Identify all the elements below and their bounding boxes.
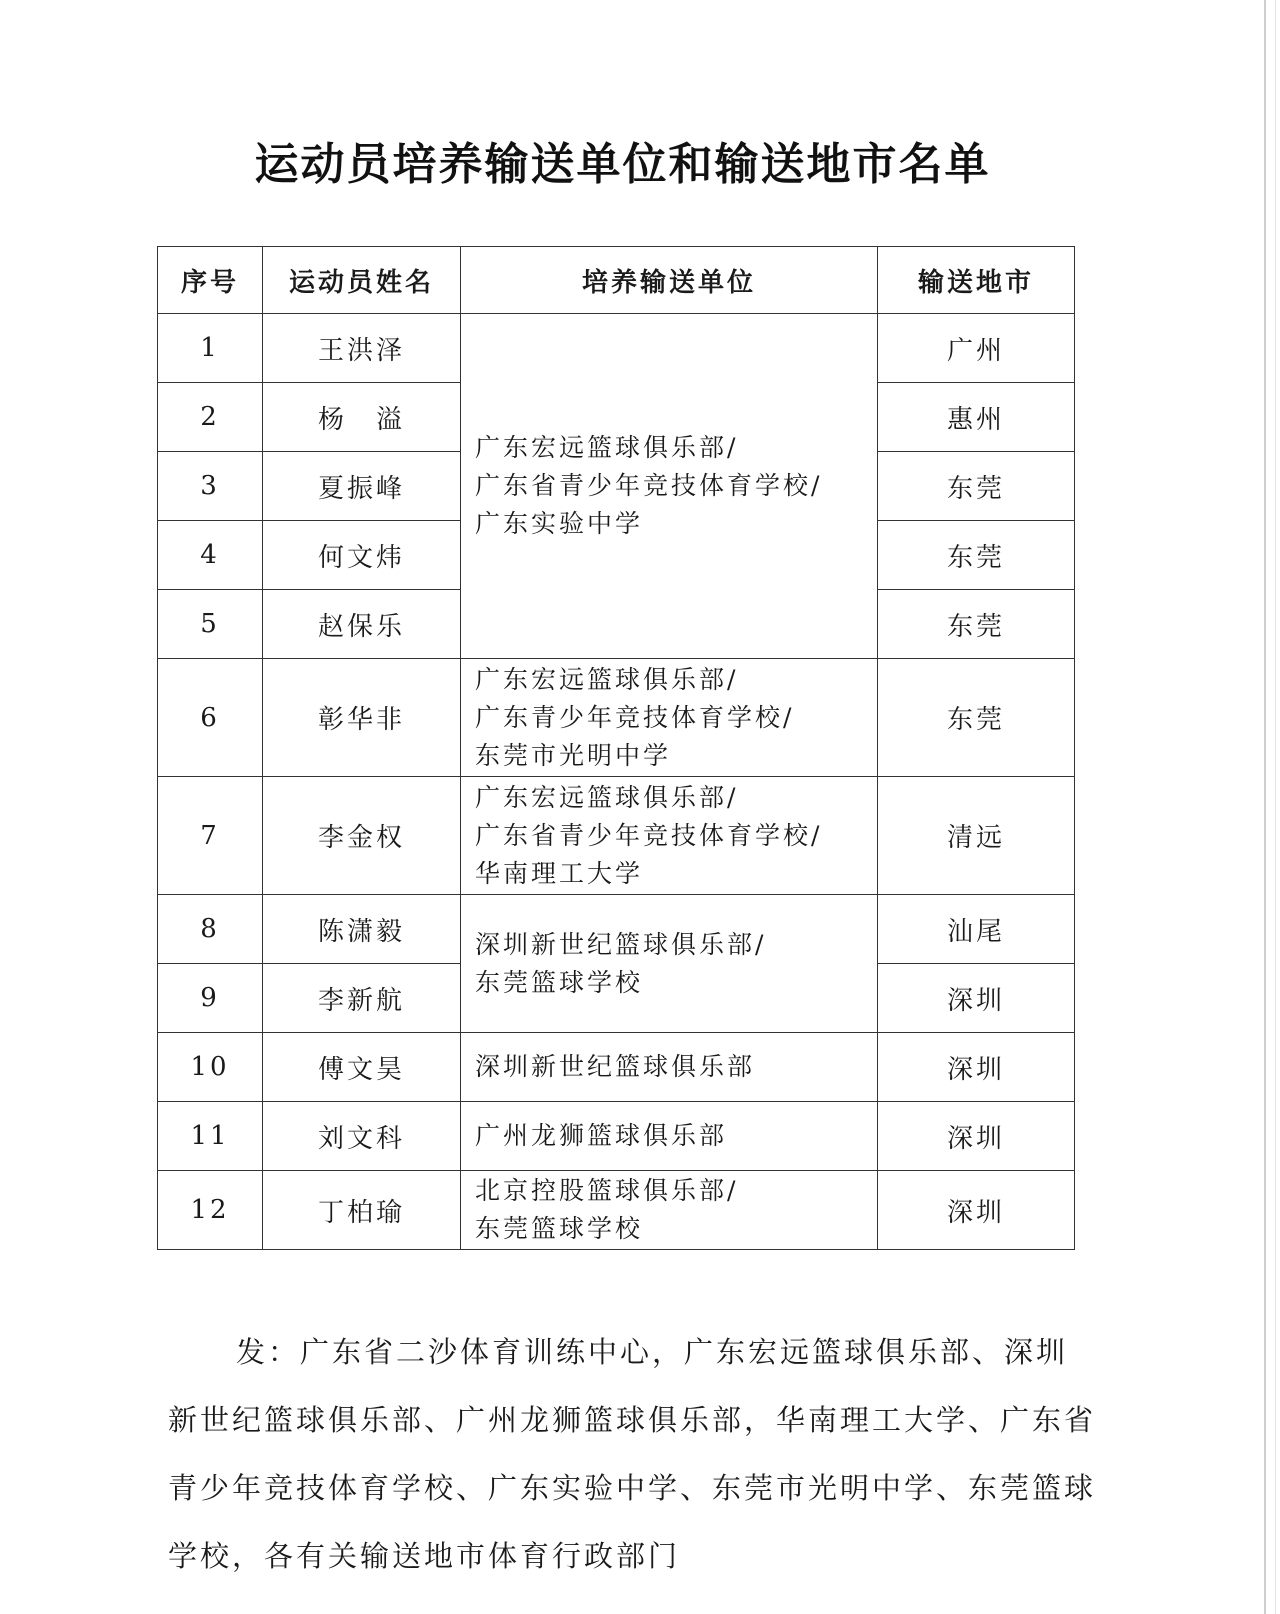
cell-unit <box>461 659 878 777</box>
cell-city: 深圳 <box>878 1033 1075 1102</box>
table-row <box>158 659 1075 777</box>
unit-line: 广东省青少年竞技体育学校/ <box>475 471 823 500</box>
cell-city: 深圳 <box>878 1102 1075 1171</box>
cell-city: 东莞 <box>878 452 1075 521</box>
cell-city: 惠州 <box>878 383 1075 452</box>
header-number: 序号 <box>158 247 263 314</box>
cell-unit <box>461 777 878 895</box>
unit-line: 广东宏远篮球俱乐部/ <box>475 782 739 812</box>
unit-line: 广东实验中学 <box>475 509 644 538</box>
unit-line: 广东宏远篮球俱乐部/ <box>475 664 739 694</box>
document-title: 运动员培养输送单位和输送地市名单 <box>254 139 991 190</box>
cell-name: 杨 溢 <box>263 383 461 452</box>
header-training-unit: 培养输送单位 <box>461 247 878 314</box>
cell-number: 11 <box>158 1102 263 1171</box>
unit-line: 深圳新世纪篮球俱乐部 <box>475 1052 756 1081</box>
cell-name: 王洪泽 <box>263 314 461 383</box>
cell-name: 傅文昊 <box>263 1033 461 1102</box>
cell-name: 夏振峰 <box>263 452 461 521</box>
table-header-row <box>158 247 1075 314</box>
athlete-table <box>157 246 1075 1250</box>
unit-line: 广东青少年竞技体育学校/ <box>475 702 795 732</box>
cell-city: 东莞 <box>878 659 1075 777</box>
unit-line: 广东宏远篮球俱乐部/ <box>475 433 739 462</box>
page-edge-line-outer <box>1275 0 1276 1614</box>
cell-number: 12 <box>158 1171 263 1250</box>
cell-unit <box>461 895 878 1033</box>
unit-line: 华南理工大学 <box>475 858 644 888</box>
cell-number: 6 <box>158 659 263 777</box>
cell-name: 陈潇毅 <box>263 895 461 964</box>
cell-city: 东莞 <box>878 521 1075 590</box>
unit-line: 深圳新世纪篮球俱乐部/ <box>475 929 767 959</box>
distribution-paragraph: 发：广东省二沙体育训练中心，广东宏远篮球俱乐部、深圳新世纪篮球俱乐部、广州龙狮篮球俱乐部，华南理工大学、广东省青少年竞技体育学校、广东实验中学、东莞市光明中学、东莞篮球学校，各有关输送地市体育行政部门 <box>168 1335 1097 1573</box>
table-row <box>158 777 1075 895</box>
header-athlete-name: 运动员姓名 <box>263 247 461 314</box>
cell-name: 刘文科 <box>263 1102 461 1171</box>
cell-number: 7 <box>158 777 263 895</box>
cell-number: 10 <box>158 1033 263 1102</box>
cell-unit <box>461 1033 878 1102</box>
table-row <box>158 314 1075 383</box>
cell-number: 1 <box>158 314 263 383</box>
cell-city: 深圳 <box>878 964 1075 1033</box>
unit-line: 东莞市光明中学 <box>475 740 672 770</box>
cell-city: 深圳 <box>878 1171 1075 1250</box>
cell-number: 8 <box>158 895 263 964</box>
table-row <box>158 1033 1075 1102</box>
cell-name: 赵保乐 <box>263 590 461 659</box>
unit-line: 广州龙狮篮球俱乐部 <box>475 1121 728 1150</box>
cell-unit <box>461 1102 878 1171</box>
table-row <box>158 1102 1075 1171</box>
cell-city: 清远 <box>878 777 1075 895</box>
cell-unit <box>461 314 878 659</box>
cell-number: 2 <box>158 383 263 452</box>
cell-city: 广州 <box>878 314 1075 383</box>
cell-number: 9 <box>158 964 263 1033</box>
cell-city: 汕尾 <box>878 895 1075 964</box>
table-row <box>158 1171 1075 1250</box>
cell-name: 丁柏瑜 <box>263 1171 461 1250</box>
cell-number: 3 <box>158 452 263 521</box>
cell-name: 李新航 <box>263 964 461 1033</box>
cell-city: 东莞 <box>878 590 1075 659</box>
cell-name: 彰华非 <box>263 659 461 777</box>
unit-line: 北京控股篮球俱乐部/ <box>475 1176 739 1205</box>
cell-number: 5 <box>158 590 263 659</box>
unit-line: 东莞篮球学校 <box>475 1214 644 1243</box>
page-edge-line <box>1264 0 1266 1614</box>
header-city: 输送地市 <box>878 247 1075 314</box>
unit-line: 东莞篮球学校 <box>475 967 644 997</box>
cell-number: 4 <box>158 521 263 590</box>
cell-name: 李金权 <box>263 777 461 895</box>
table-row <box>158 895 1075 964</box>
cell-unit <box>461 1171 878 1250</box>
cell-name: 何文炜 <box>263 521 461 590</box>
unit-line: 广东省青少年竞技体育学校/ <box>475 820 823 850</box>
